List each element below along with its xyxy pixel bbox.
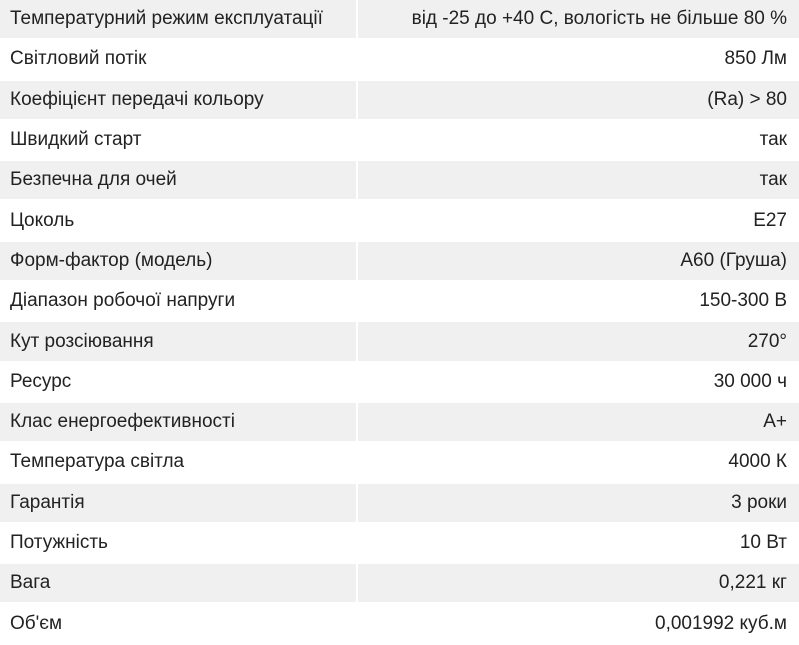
spec-label: Ресурс [0,363,358,403]
spec-label: Коефіцієнт передачі кольору [0,81,358,121]
table-row [0,161,799,201]
table-row [0,201,799,241]
spec-label: Швидкий старт [0,121,358,161]
table-row [0,443,799,483]
spec-value: 4000 К [358,443,799,483]
spec-value: A+ [358,403,799,443]
table-row [0,484,799,524]
spec-value: (Ra) > 80 [358,81,799,121]
spec-label: Форм-фактор (модель) [0,242,358,282]
spec-label: Гарантія [0,484,358,524]
spec-label: Безпечна для очей [0,161,358,201]
spec-label: Потужність [0,524,358,564]
table-row [0,0,799,40]
spec-label: Температура світла [0,443,358,483]
spec-value: 850 Лм [358,40,799,80]
spec-label: Об'єм [0,604,358,644]
spec-value: E27 [358,201,799,241]
spec-value: 0,221 кг [358,564,799,604]
spec-label: Клас енергоефективності [0,403,358,443]
spec-value: 0,001992 куб.м [358,604,799,644]
table-row [0,564,799,604]
spec-value: 150-300 В [358,282,799,322]
table-row [0,604,799,644]
table-row [0,322,799,362]
spec-value: 10 Вт [358,524,799,564]
table-row [0,121,799,161]
table-row [0,242,799,282]
spec-value: так [358,121,799,161]
spec-value: так [358,161,799,201]
table-row [0,282,799,322]
spec-label: Температурний режим експлуатації [0,0,358,40]
spec-value: від -25 до +40 C, вологість не більше 80 % [358,0,799,40]
spec-label: Кут розсіювання [0,322,358,362]
spec-label: Цоколь [0,201,358,241]
spec-value: 270° [358,322,799,362]
table-row [0,81,799,121]
spec-label: Світловий потік [0,40,358,80]
spec-value: 30 000 ч [358,363,799,403]
spec-label: Діапазон робочої напруги [0,282,358,322]
table-row [0,363,799,403]
spec-value: 3 роки [358,484,799,524]
table-row [0,524,799,564]
spec-label: Вага [0,564,358,604]
spec-value: A60 (Груша) [358,242,799,282]
table-row [0,403,799,443]
table-row [0,40,799,80]
